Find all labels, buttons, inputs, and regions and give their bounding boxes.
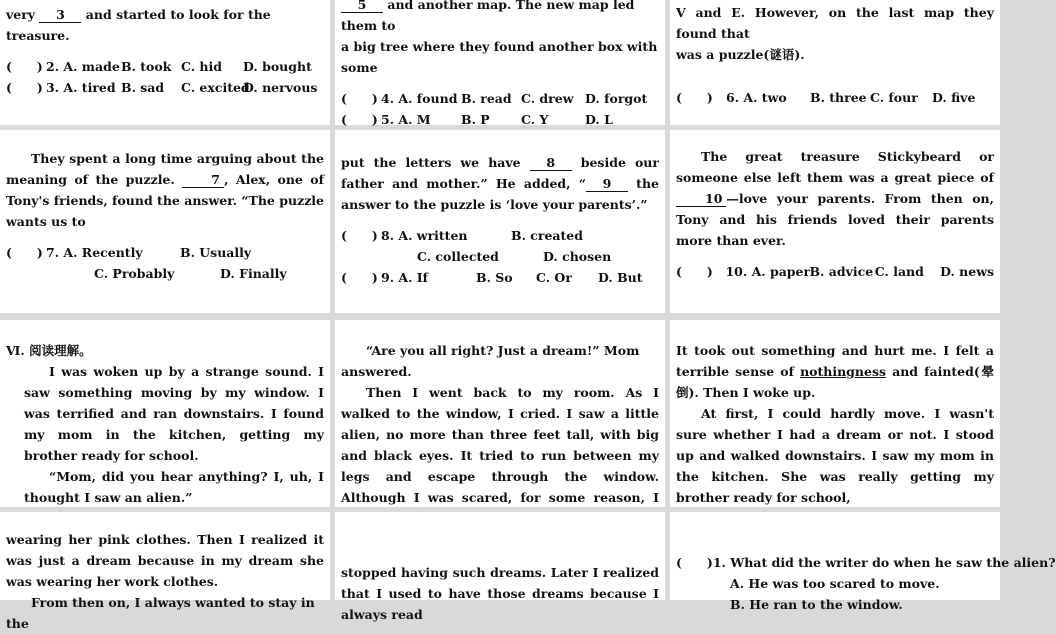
blank-9[interactable]: 9 xyxy=(586,176,628,192)
blank-7[interactable]: 7 xyxy=(182,172,224,188)
question-2: ( ) 2. A. made B. took C. hid D. bought xyxy=(6,56,324,77)
panel-8: “Are you all right? Just a dream!” Mom answered. Then I went back to my room. As I walked to the window, I cried. I saw a little alien, no more than three feet tall, with big and black eyes. It tried to run between my legs and escape through the window. Although I was scared, for some reason, I xyxy=(335,320,665,507)
panel-1 xyxy=(0,0,330,125)
question-3: ( ) 3. A. tired B. sad C. excited D. nervous xyxy=(6,77,324,98)
question-8: ( ) 8. A. written B. created xyxy=(341,228,583,243)
panel-2: 5 and another map. The new map led them to a big tree where they found another box with some ( ) 4. A. found B. read C. drew D. forgot ( ) 5. A. M B. P C. Y D. L xyxy=(335,0,665,125)
panel-9: It took out something and hurt me. I felt a terrible sense of nothingness and fainted(晕倒). Then I woke up. At first, I could hardly move. I wasn't sure whether I had a dream or not. I stood up and walked downstairs. I saw my mom in the kitchen. She was really getting my brother ready for school, xyxy=(670,320,1000,507)
panel-10: wearing her pink clothes. Then I realized it was just a dream because in my dream she was wearing her work clothes. From then on, I always wanted to stay in the xyxy=(0,512,330,600)
question-6: ( ) 6. A. two B. three C. four D. five xyxy=(676,90,976,105)
option-b: B. He ran to the window. xyxy=(730,597,903,612)
panel-5: put the letters we have 8 beside our father and mother.” He added, “ 9 the answer to the puzzle is ‘love your parents’.” ( ) 8. A. written B. created C. collected D. chosen ( ) 9. A. If B. So C. Or D. But xyxy=(335,130,665,313)
answer-paren[interactable]: ( ) xyxy=(6,59,43,74)
blank-10[interactable]: 10 xyxy=(676,191,726,207)
question-10: ( ) 10. A. paper B. advice C. land D. news xyxy=(676,264,994,279)
tail-text: and started to look for the treasure. xyxy=(6,7,271,43)
comprehension-question-1: ( ) 1. What did the writer do when he saw the alien? xyxy=(676,555,1056,570)
panel-11: stopped having such dreams. Later I realized that I used to have those dreams because I always read xyxy=(335,512,665,600)
option-a: A. He was too scared to move. xyxy=(730,576,940,591)
panel-7: Ⅵ. 阅读理解。 I was woken up by a strange sound. I saw something moving by my window. I was terrified and ran downstairs. I found my mom in the kitchen, getting my brother ready for school. “Mom, did you hear anything? I, uh, I thought I saw an alien.” xyxy=(0,320,330,507)
blank-8[interactable]: 8 xyxy=(530,155,572,171)
underlined-word: nothingness xyxy=(800,364,887,379)
panel-4: They spent a long time arguing about the meaning of the puzzle. 7 , Alex, one of Tony's friends, found the answer. “The puzzle wants us to ( ) 7. A. Recently B. Usually C. Probably D. Finally xyxy=(0,130,330,313)
question-9: ( ) 9. A. If B. So C. Or D. But xyxy=(341,270,643,285)
panel-12 xyxy=(670,512,1056,612)
panel-3: V and E. However, on the last map they found that was a puzzle(谜语). ( ) 6. A. two B. three C. four D. five xyxy=(670,0,1000,125)
question-7: ( ) 7. A. Recently B. Usually xyxy=(6,245,252,260)
section-heading: Ⅵ. 阅读理解。 xyxy=(6,343,92,358)
blank-3[interactable]: 3 xyxy=(39,7,81,23)
lead-text: very xyxy=(6,7,36,22)
question-4: ( ) 4. A. found B. read C. drew D. forgot xyxy=(341,91,648,106)
blank-5[interactable]: 5 xyxy=(341,0,383,13)
answer-paren[interactable]: ( ) xyxy=(6,80,43,95)
panel-6: The great treasure Stickybeard or someone else left them was a great piece of 10 —love your parents. From then on, Tony and his friends loved their parents more than ever. ( ) 10. A. paper B. advice C. land D. news xyxy=(670,130,1000,313)
question-5: ( ) 5. A. M B. P C. Y D. L xyxy=(341,112,613,127)
